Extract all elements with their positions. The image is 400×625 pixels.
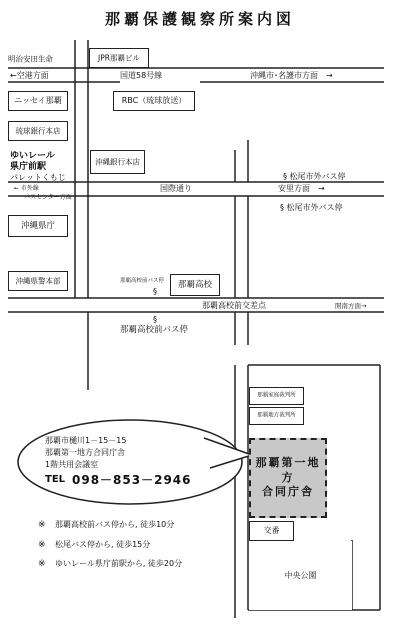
note-mark-3: ※ bbox=[38, 559, 46, 569]
koban-building: 交番 bbox=[249, 521, 294, 541]
yui-rail-label-1: ゆいレール bbox=[10, 151, 55, 161]
intersection-label: 那覇高校前交差点 bbox=[202, 301, 266, 310]
nissay-building: ニッセイ那覇 bbox=[8, 91, 68, 111]
address-line1: 那覇市樋川1－15－15 bbox=[45, 436, 127, 445]
palette-kumoji-label: パレットくもじ bbox=[10, 173, 66, 182]
naha-high-bus-stop: 那覇高校前バス停 bbox=[120, 325, 189, 335]
target-building bbox=[249, 438, 327, 518]
matsuo-bus-stop-2: § 松尾市外バス停 bbox=[280, 203, 343, 212]
rbc-building: RBC（琉球放送） bbox=[113, 91, 195, 111]
tel-label: TEL bbox=[45, 474, 66, 485]
address-line2: 那覇第一地方合同庁舎 bbox=[45, 448, 125, 457]
okinawa-pref-office: 沖縄県庁 bbox=[8, 215, 68, 237]
note-1: 那覇高校前バス停から, 徒歩10分 bbox=[55, 520, 175, 529]
target-building-label: 那覇第一地方 合同庁舎 bbox=[255, 455, 321, 499]
bus-stop-mark-main: § bbox=[153, 315, 157, 324]
to-kaihou-label: 開南方面→ bbox=[335, 302, 367, 310]
okinawa-bank-building: 沖縄銀行本店 bbox=[90, 150, 145, 174]
jpr-building: JPR那覇ビル bbox=[89, 48, 149, 68]
note-3: ゆいレール県庁前駅から, 徒歩20分 bbox=[55, 559, 183, 568]
ryukyu-bank-building: 琉球銀行本店 bbox=[8, 121, 68, 141]
kokusai-dori-label: 国際通り bbox=[160, 184, 192, 193]
matsuo-bus-stop-1: § 松尾市外バス停 bbox=[283, 172, 346, 181]
route58-label: 国道58号線 bbox=[120, 71, 163, 80]
tel-number: 098－853－2946 bbox=[72, 473, 192, 487]
map-title: 那覇保護観察所案内図 bbox=[105, 10, 296, 28]
bus-center-label-2: バスセンター方面 bbox=[24, 194, 72, 201]
note-2: 松尾バス停から, 徒歩15分 bbox=[55, 540, 151, 549]
central-park: 中央公園 bbox=[249, 541, 352, 610]
asato-label: 安里方面 → bbox=[278, 184, 325, 193]
naha-high-bus-stop-small: 那覇高校前バス停 bbox=[120, 278, 165, 284]
family-court-building: 那覇家庭裁判所 bbox=[249, 387, 304, 405]
note-mark-1: ※ bbox=[38, 520, 46, 530]
to-airport-label: ←空港方面 bbox=[10, 71, 49, 80]
note-mark-2: ※ bbox=[38, 540, 46, 550]
naha-high-building: 那覇高校 bbox=[170, 274, 220, 296]
meiji-yasuda-building: 明治安田生命 bbox=[8, 52, 68, 66]
police-hq-building: 沖縄県警本部 bbox=[8, 271, 68, 291]
bus-center-label-1: ← 市外線 bbox=[14, 185, 39, 192]
address-line3: 1階共用会議室 bbox=[45, 460, 99, 469]
yui-rail-label-2: 県庁前駅 bbox=[10, 162, 47, 172]
to-okinawa-nago-label: 沖縄市･名護市方面 → bbox=[250, 71, 333, 80]
bus-stop-mark-small: § bbox=[153, 287, 157, 296]
district-court-building: 那覇地方裁判所 bbox=[249, 407, 304, 425]
